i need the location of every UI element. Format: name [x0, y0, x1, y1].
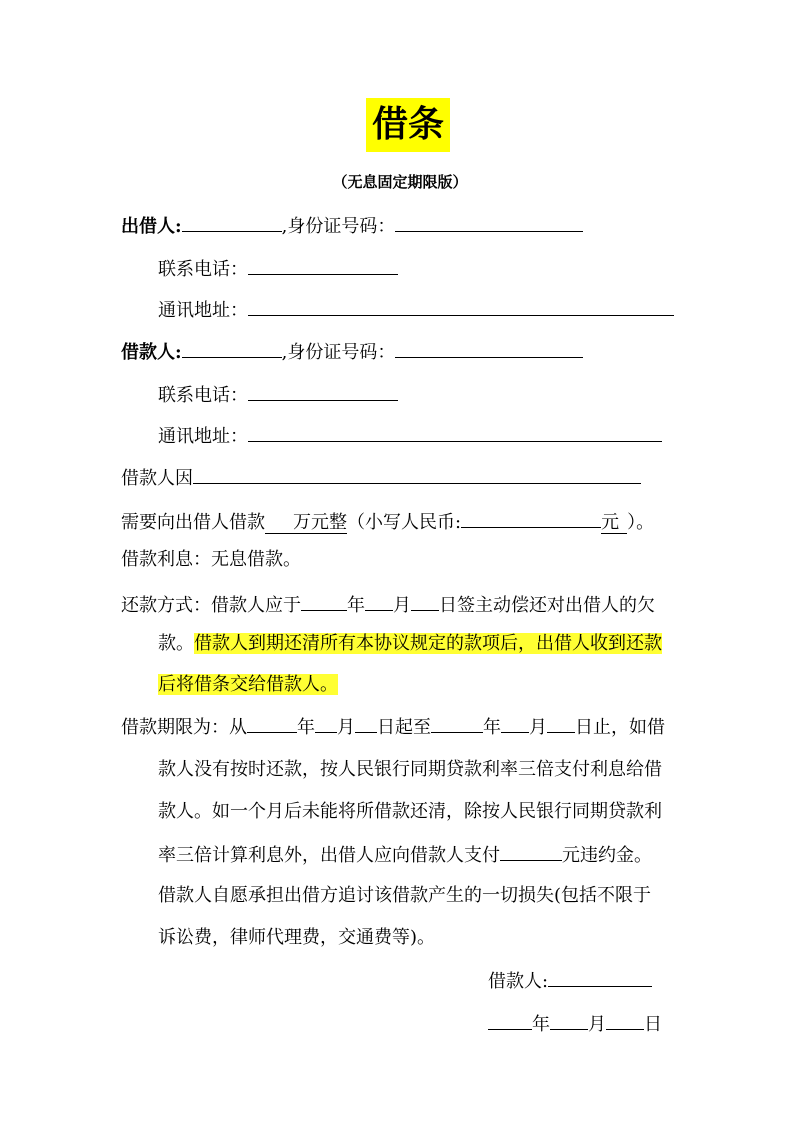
document-title: 借条 [366, 98, 450, 152]
borrower-phone-label: 联系电话： [158, 385, 248, 406]
term-line4-prefix: 率三倍计算利息外，出借人应向借款人支付 [158, 845, 500, 866]
repayment-year-label: 年 [347, 595, 365, 616]
term-month1-blank[interactable] [315, 712, 337, 733]
amount-small-unit: 元 [601, 512, 627, 534]
borrower-label: 借款人: [121, 342, 182, 363]
borrower-address-row [158, 421, 662, 451]
borrower-name-blank[interactable] [182, 337, 282, 358]
lender-address-row [158, 295, 674, 325]
borrower-address-label: 通讯地址： [158, 426, 248, 447]
repayment-line2-highlight: 借款人到期还清所有本协议规定的款项后，出借人收到还款 [194, 633, 662, 654]
document-subtitle: （无息固定期限版） [332, 173, 468, 191]
signature-blank[interactable] [548, 966, 652, 987]
lender-label: 出借人: [121, 216, 182, 237]
signature-year-label: 年 [532, 1014, 550, 1035]
repayment-row [121, 590, 655, 620]
signature-row [488, 966, 652, 996]
reason-blank[interactable] [193, 463, 641, 484]
amount-suffix: ）。 [627, 512, 655, 533]
term-month2-blank[interactable] [501, 712, 529, 733]
signature-date-row [488, 1009, 662, 1039]
amount-small-prefix: （小写人民币: [347, 512, 462, 533]
term-line3: 款人。如一个月后未能将所借款还清，除按人民银行同期贷款利 [158, 801, 662, 822]
repayment-line3-highlight: 后将借条交给借款人。 [158, 674, 338, 695]
term-month1-label: 月 [337, 717, 355, 738]
signature-month-label: 月 [588, 1014, 606, 1035]
term-line6: 诉讼费，律师代理费，交通费等)。 [158, 927, 436, 948]
repayment-month-blank[interactable] [365, 590, 393, 611]
repayment-prefix: 还款方式：借款人应于 [121, 595, 301, 616]
term-line5: 借款人自愿承担出借方追讨该借款产生的一切损失(包括不限于 [158, 885, 652, 906]
signature-month-blank[interactable] [550, 1009, 588, 1030]
term-year1-blank[interactable] [247, 712, 297, 733]
term-day2-blank[interactable] [547, 712, 575, 733]
lender-phone-label: 联系电话： [158, 259, 248, 280]
repayment-line2 [158, 630, 662, 658]
borrower-id-blank[interactable] [395, 337, 583, 358]
borrower-id-label: ,身份证号码： [281, 342, 396, 363]
lender-phone-blank[interactable] [248, 254, 398, 275]
lender-row [121, 211, 583, 241]
term-month2-label: 月 [529, 717, 547, 738]
lender-address-label: 通讯地址： [158, 300, 248, 321]
repayment-day-text: 日签主动偿还对出借人的欠 [439, 595, 655, 616]
lender-address-blank[interactable] [248, 295, 674, 316]
reason-row [121, 463, 641, 493]
borrower-phone-row [158, 380, 398, 410]
lender-phone-row [158, 254, 398, 284]
borrower-phone-blank[interactable] [248, 380, 398, 401]
term-row [121, 712, 665, 742]
interest-row: 借款利息：无息借款。 [121, 549, 301, 570]
lender-id-label: ,身份证号码： [281, 216, 396, 237]
lender-name-blank[interactable] [182, 211, 282, 232]
repayment-day-blank[interactable] [411, 590, 439, 611]
signature-year-blank[interactable] [488, 1009, 532, 1030]
amount-small-blank[interactable] [461, 507, 601, 528]
term-line4 [158, 840, 652, 870]
term-line4-suffix: 元违约金。 [562, 845, 652, 866]
repayment-month-label: 月 [393, 595, 411, 616]
term-day1-blank[interactable] [355, 712, 377, 733]
term-year1-label: 年 [297, 717, 315, 738]
signature-label: 借款人: [488, 971, 549, 992]
term-day1-label: 日起至 [377, 717, 431, 738]
penalty-blank[interactable] [500, 840, 562, 861]
signature-day-label: 日 [644, 1014, 662, 1035]
term-day2-label: 日止，如借 [575, 717, 665, 738]
term-prefix: 借款期限为：从 [121, 717, 247, 738]
term-year2-label: 年 [483, 717, 501, 738]
borrower-row [121, 337, 583, 367]
amount-row [121, 507, 654, 537]
borrower-address-blank[interactable] [248, 421, 662, 442]
amount-prefix: 需要向出借人借款 [121, 512, 265, 533]
signature-day-blank[interactable] [606, 1009, 644, 1030]
lender-id-blank[interactable] [395, 211, 583, 232]
term-year2-blank[interactable] [431, 712, 483, 733]
reason-prefix: 借款人因 [121, 468, 193, 489]
repayment-line3 [158, 671, 338, 699]
amount-unit: 万元整 [265, 512, 347, 534]
repayment-year-blank[interactable] [301, 590, 347, 611]
term-line2: 款人没有按时还款，按人民银行同期贷款利率三倍支付利息给借 [158, 759, 662, 780]
repayment-line2-plain: 款。 [158, 633, 194, 654]
